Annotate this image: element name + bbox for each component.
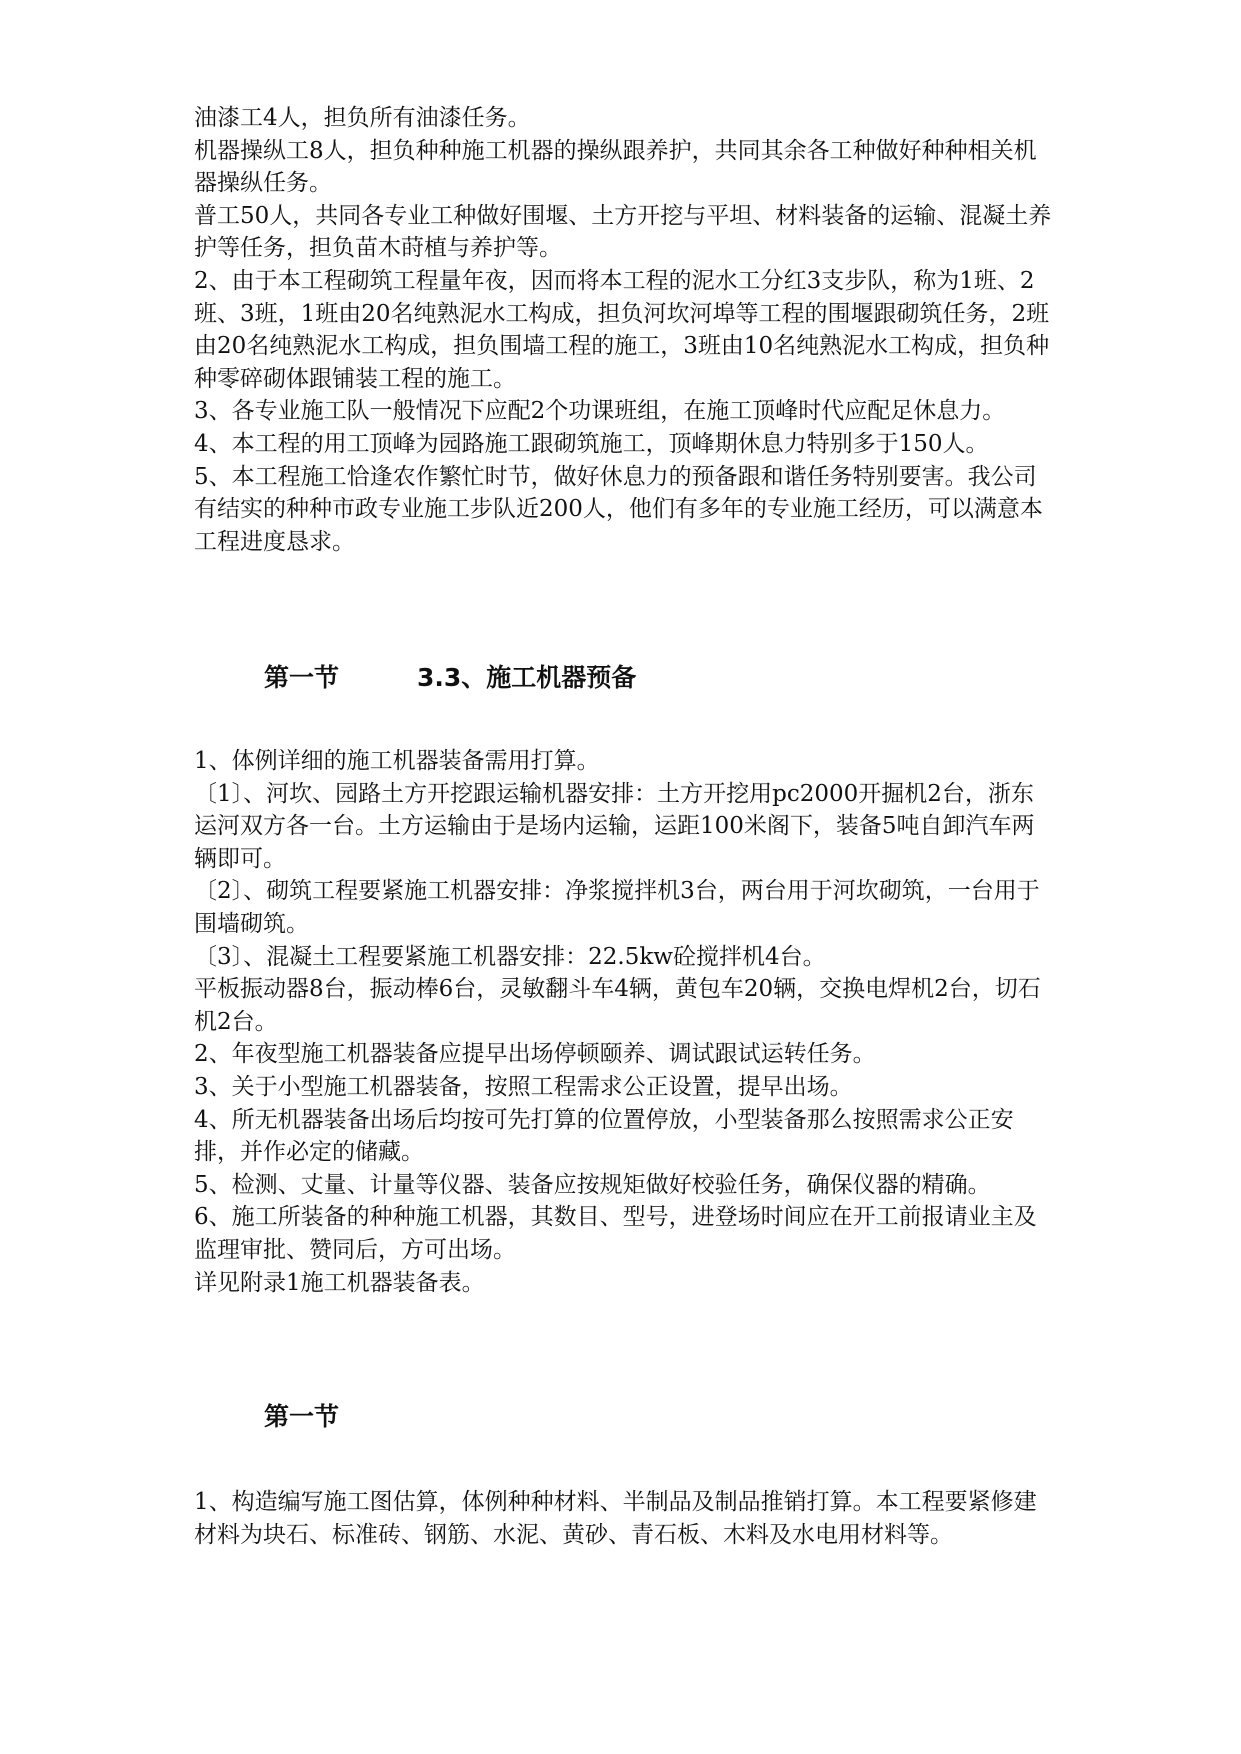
paragraph: 2、由于本工程砌筑工程量年夜，因而将本工程的泥水工分红3支步队，称为1班、2班、3班，1班由20名纯熟泥水工构成，担负河坎河埠等工程的围堰跟砌筑任务，2班由20名纯熟泥水工构成，担负围墙工程的施工，3班由10名纯熟泥水工构成，担负种种零碎砌体跟铺装工程的施工。	[194, 267, 1050, 392]
paragraph: 5、检测、丈量、计量等仪器、装备应按规矩做好校验任务，确保仪器的精确。	[194, 1171, 991, 1198]
paragraph: 5、本工程施工恰逢农作繁忙时节，做好休息力的预备跟和谐任务特别要害。我公司有结实的种种市政专业施工步队近200人，他们有多年的专业施工经历，可以满意本工程进度恳求。	[194, 463, 1043, 555]
paragraph: 平板振动器8台，振动棒6台，灵敏翻斗车4辆，黄包车20辆，交换电焊机2台，切石机2台。	[194, 976, 1041, 1035]
paragraph: 3、各专业施工队一般情况下应配2个功课班组，在施工顶峰时代应配足休息力。	[194, 398, 1006, 425]
paragraph: 4、所无机器装备出场后均按可先打算的位置停放，小型装备那么按照需求公正安排，并作必定的储藏。	[194, 1106, 1014, 1166]
paragraph: 1、体例详细的施工机器装备需用打算。	[194, 748, 600, 774]
paragraph: 〔2〕、砌筑工程要紧施工机器安排：净浆搅拌机3台，两台用于河坎砌筑，一台用于围墙砌筑。	[194, 878, 1040, 937]
paragraph: 3、关于小型施工机器装备，按照工程需求公正设置，提早出场。	[194, 1073, 853, 1100]
paragraph: 1、构造编写施工图估算，体例种种材料、半制品及制品推销打算。本工程要紧修建材料为块石、标准砖、钢筋、水泥、黄砂、青石板、木料及水电用材料等。	[194, 1489, 1037, 1548]
paragraph: 2、年夜型施工机器装备应提早出场停顿颐养、调试跟试运转任务。	[194, 1041, 876, 1068]
paragraph: 详见附录1施工机器装备表。	[194, 1269, 485, 1296]
section-heading-prefix: 第一节	[264, 663, 340, 692]
labor-arrangement-text	[194, 102, 1054, 558]
paragraph: 油漆工4人，担负所有油漆任务。	[194, 105, 531, 131]
section-heading-title: 3.3、施工机器预备	[417, 663, 637, 692]
section-heading-prefix: 第一节	[264, 1402, 340, 1431]
paragraph: 6、施工所装备的种种施工机器，其数目、型号，进登场时间应在开工前报请业主及监理审批、赞同后，方可出场。	[194, 1204, 1037, 1263]
paragraph: 普工50人，共同各专业工种做好围堰、土方开挖与平坦、材料装备的运输、混凝土养护等任务，担负苗木莳植与养护等。	[194, 202, 1052, 262]
paragraph: 〔3〕、混凝土工程要紧施工机器安排：22.5kw砼搅拌机4台。	[194, 943, 826, 970]
paragraph: 〔1〕、河坎、园路土方开挖跟运输机器安排：土方开挖用pc2000开掘机2台，浙东运河双方各一台。土方运输由于是场内运输，运距100米阁下，装备5吨自卸汽车两辆即可。	[194, 780, 1035, 872]
machinery-preparation-text	[194, 745, 1054, 1299]
paragraph: 机器操纵工8人，担负种种施工机器的操纵跟养护，共同其余各工种做好种种相关机器操纵任务。	[194, 137, 1037, 197]
paragraph: 4、本工程的用工顶峰为园路施工跟砌筑施工，顶峰期休息力特别多于150人。	[194, 430, 989, 457]
materials-preparation-text	[194, 1486, 1054, 1551]
